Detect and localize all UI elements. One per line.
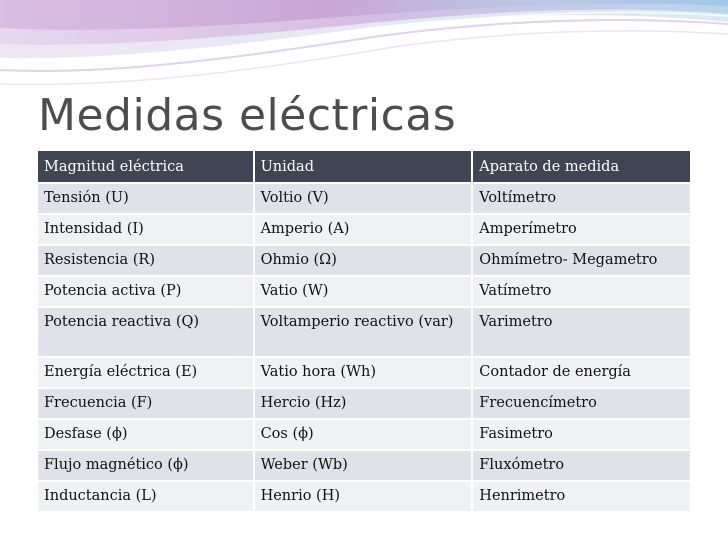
table-row	[38, 245, 690, 276]
cell-instrument: Fluxómetro	[472, 450, 690, 481]
measurements-table	[38, 151, 690, 511]
cell-magnitude: Tensión (U)	[38, 183, 254, 214]
header-magnitude: Magnitud eléctrica	[38, 151, 254, 183]
cell-magnitude: Intensidad (I)	[38, 214, 254, 245]
table-header-row	[38, 151, 690, 183]
cell-magnitude: Potencia reactiva (Q)	[38, 307, 254, 357]
cell-magnitude: Resistencia (R)	[38, 245, 254, 276]
cell-unit: Voltamperio reactivo (var)	[254, 307, 473, 357]
cell-unit: Amperio (A)	[254, 214, 473, 245]
cell-instrument: Fasimetro	[472, 419, 690, 450]
table-row	[38, 276, 690, 307]
cell-unit: Vatio hora (Wh)	[254, 357, 473, 388]
cell-instrument: Contador de energía	[472, 357, 690, 388]
table-row	[38, 214, 690, 245]
cell-magnitude: Frecuencia (F)	[38, 388, 254, 419]
table-row	[38, 357, 690, 388]
cell-unit: Voltio (V)	[254, 183, 473, 214]
cell-unit: Cos (ϕ)	[254, 419, 473, 450]
table-row	[38, 481, 690, 511]
table-row	[38, 419, 690, 450]
cell-magnitude: Energía eléctrica (E)	[38, 357, 254, 388]
cell-instrument: Frecuencímetro	[472, 388, 690, 419]
header-unit: Unidad	[254, 151, 473, 183]
table-row	[38, 307, 690, 357]
cell-unit: Ohmio (Ω)	[254, 245, 473, 276]
cell-unit: Weber (Wb)	[254, 450, 473, 481]
cell-unit: Hercio (Hz)	[254, 388, 473, 419]
cell-instrument: Voltímetro	[472, 183, 690, 214]
cell-magnitude: Desfase (ϕ)	[38, 419, 254, 450]
header-instrument: Aparato de medida	[472, 151, 690, 183]
cell-unit: Vatio (W)	[254, 276, 473, 307]
table-row	[38, 183, 690, 214]
cell-instrument: Henrimetro	[472, 481, 690, 511]
cell-magnitude: Flujo magnético (ϕ)	[38, 450, 254, 481]
cell-magnitude: Inductancia (L)	[38, 481, 254, 511]
cell-instrument: Vatímetro	[472, 276, 690, 307]
table-row	[38, 450, 690, 481]
cell-instrument: Amperímetro	[472, 214, 690, 245]
cell-unit: Henrio (H)	[254, 481, 473, 511]
cell-magnitude: Potencia activa (P)	[38, 276, 254, 307]
decorative-wave-banner	[0, 0, 728, 100]
cell-instrument: Varimetro	[472, 307, 690, 357]
table-row	[38, 388, 690, 419]
slide-title: Medidas eléctricas	[38, 90, 457, 141]
cell-instrument: Ohmímetro- Megametro	[472, 245, 690, 276]
